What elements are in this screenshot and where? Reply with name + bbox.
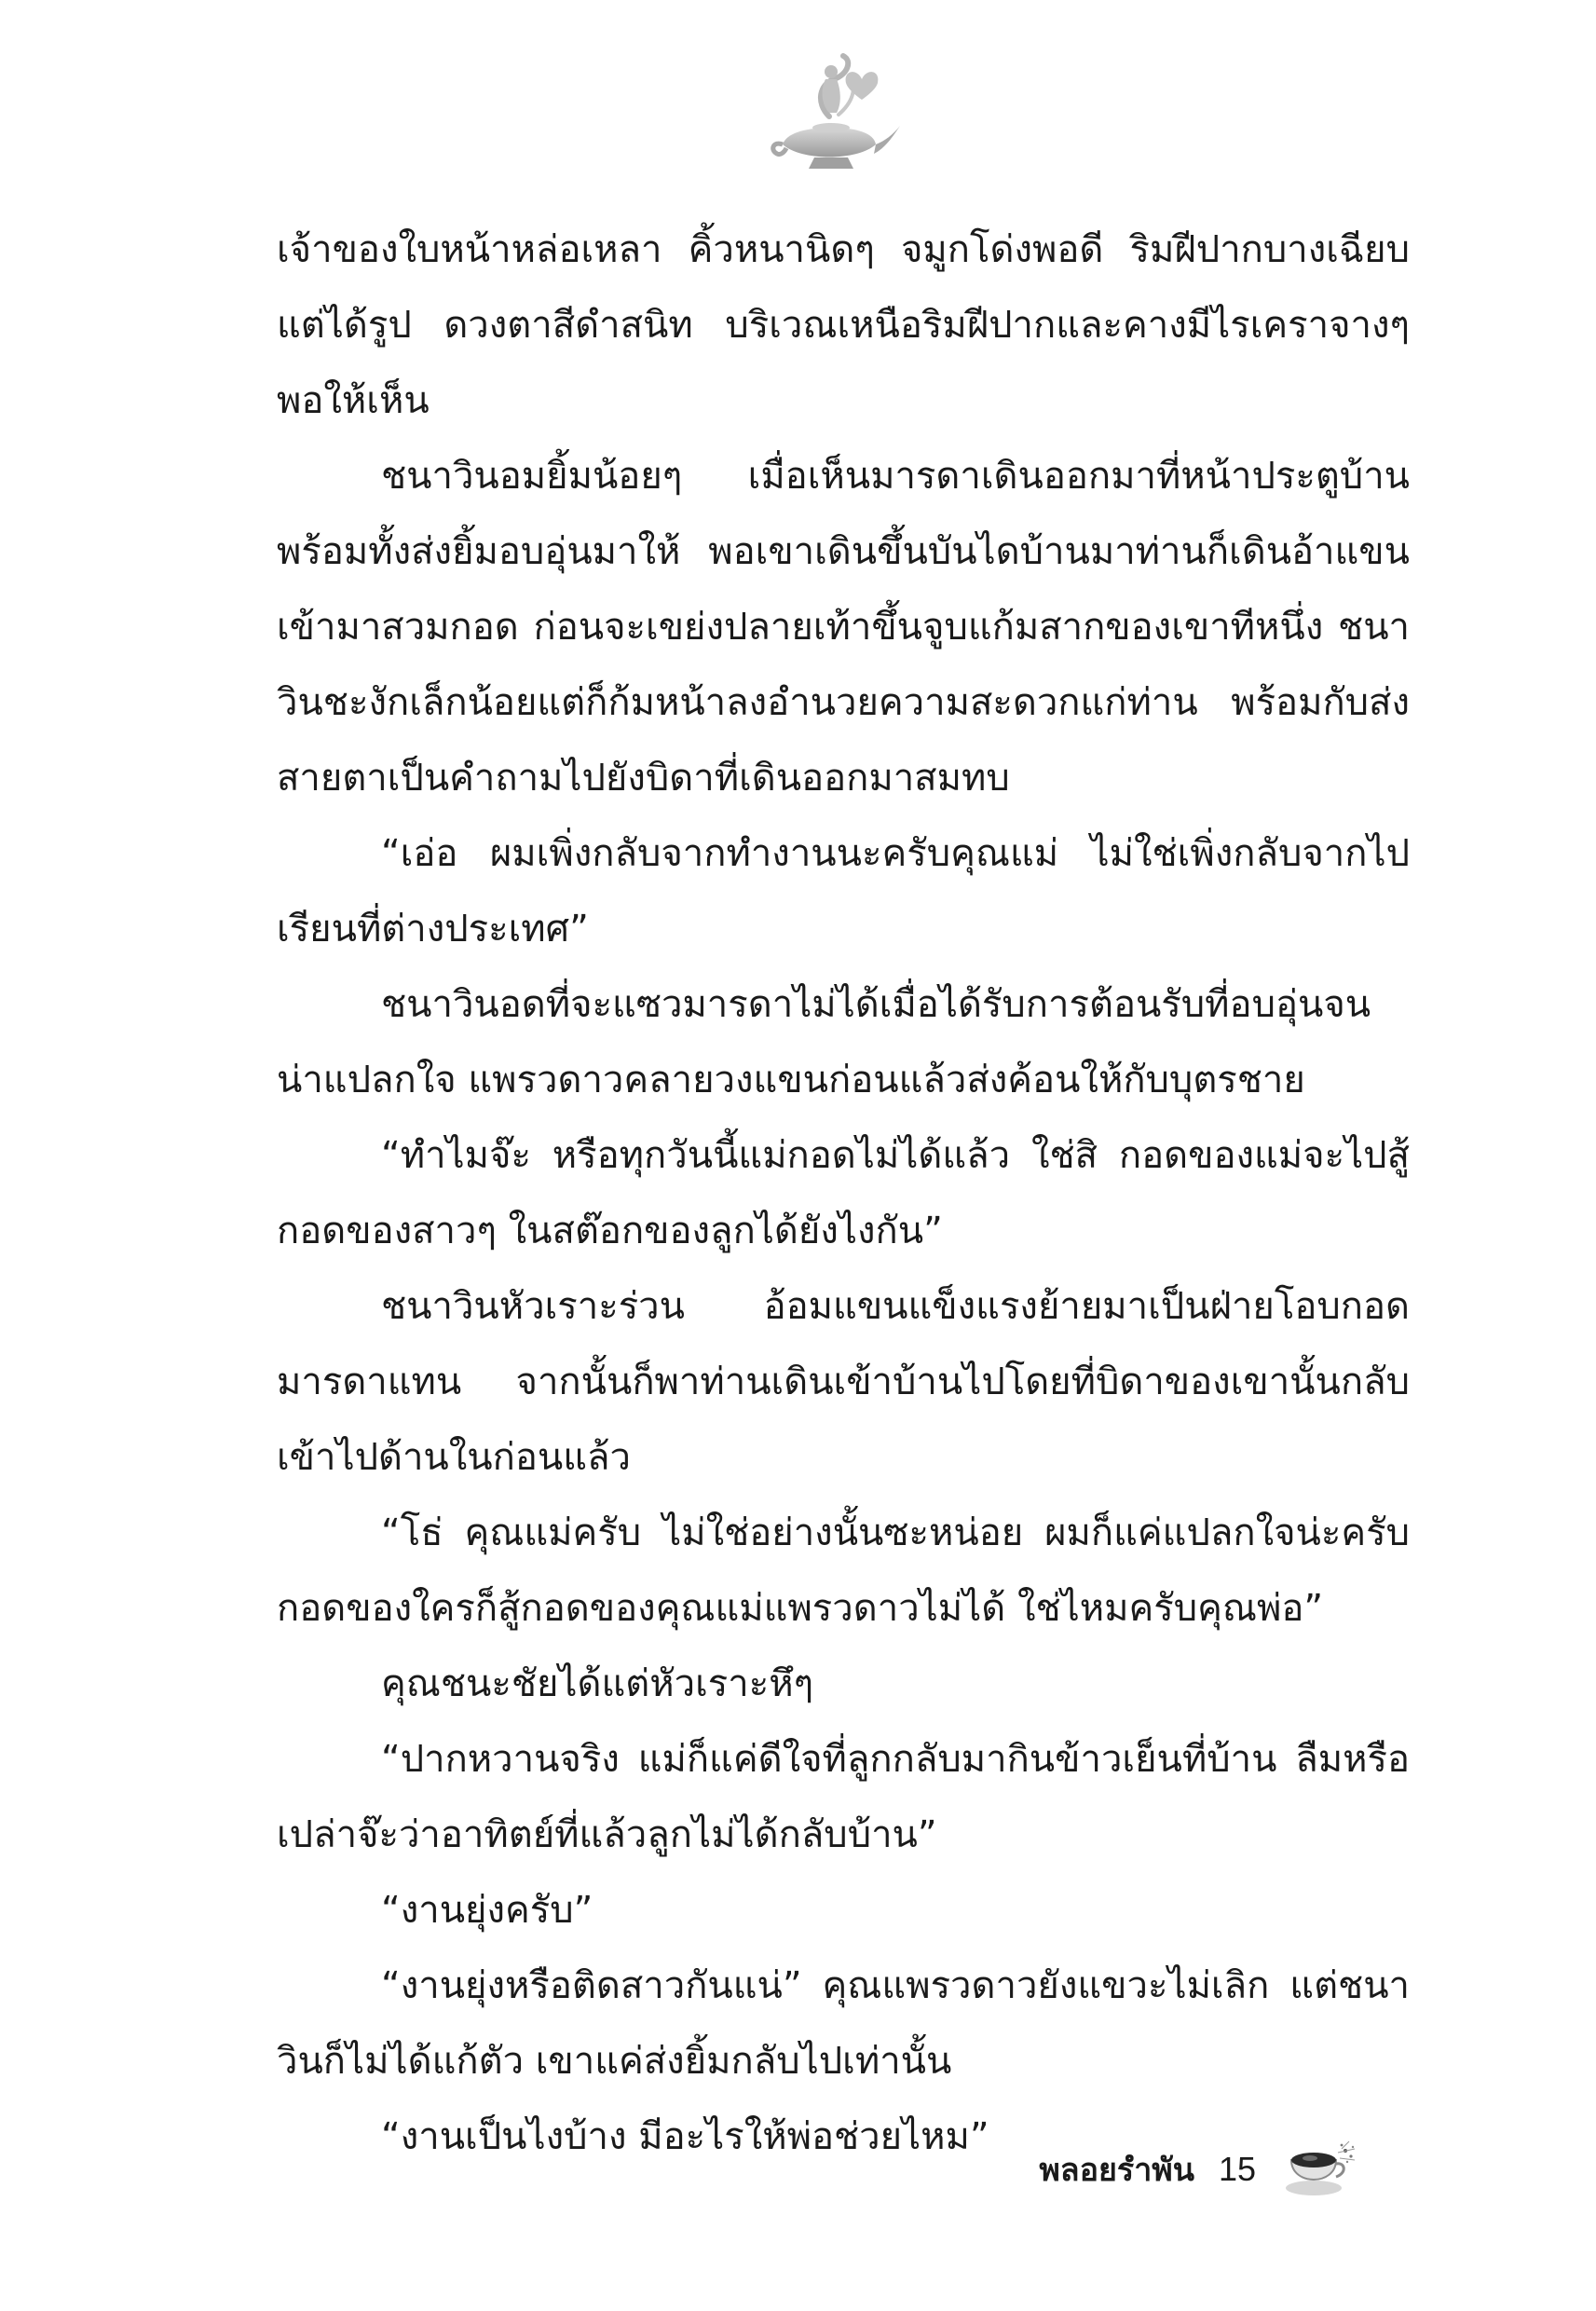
genie-lamp-icon — [764, 51, 904, 182]
story-text — [277, 212, 1410, 2175]
paragraph: “เอ่อ ผมเพิ่งกลับจากทำงานนะครับคุณแม่ ไม่ใช่เพิ่งกลับจากไปเรียนที่ต่างประเทศ” — [277, 832, 1410, 950]
paragraph: คุณชนะชัยได้แต่หัวเราะหึๆ — [381, 1662, 814, 1705]
paragraph: ชนาวินหัวเราะร่วน อ้อมแขนแข็งแรงย้ายมาเป็นฝ่ายโอบกอดมารดาแทน จากนั้นก็พาท่านเดินเข้าบ้านไปโดยที่บิดาของเขานั้นกลับเข้าไปด้านในก่อนแล้ว — [277, 1285, 1410, 1479]
paragraph: “โธ่ คุณแม่ครับ ไม่ใช่อย่างนั้นซะหน่อย ผมก็แค่แปลกใจน่ะครับ กอดของใครก็สู้กอดของคุณแม่แพรวดาวไม่ได้ ใช่ไหมครับคุณพ่อ” — [277, 1511, 1410, 1630]
page-number: 15 — [1218, 2150, 1256, 2188]
paragraph: เจ้าของใบหน้าหล่อเหลา คิ้วหนานิดๆ จมูกโด่งพอดี ริมฝีปากบางเฉียบแต่ได้รูป ดวงตาสีดำสนิท บริเวณเหนือริมฝีปากและคางมีไรเคราจางๆ พอให้เห็น — [277, 228, 1410, 422]
coffee-cup-icon — [1280, 2140, 1358, 2199]
paragraph: ชนาวินอมยิ้มน้อยๆ เมื่อเห็นมารดาเดินออกมาที่หน้าประตูบ้าน พร้อมทั้งส่งยิ้มอบอุ่นมาให้ พอเขาเดินขึ้นบันไดบ้านมาท่านก็เดินอ้าแขนเข้ามาสวมกอด ก่อนจะเขย่งปลายเท้าขึ้นจูบแก้มสากของเขาทีหนึ่ง ชนาวินชะงักเล็กน้อยแต่ก็ก้มหน้าลงอำนวยความสะดวกแก่ท่าน พร้อมกับส่งสายตาเป็นคำถามไปยังบิดาที่เดินออกมาสมทบ — [277, 455, 1410, 800]
paragraph: “ปากหวานจริง แม่ก็แค่ดีใจที่ลูกกลับมากินข้าวเย็นที่บ้าน ลืมหรือเปล่าจ๊ะว่าอาทิตย์ที่แล้วลูกไม่ได้กลับบ้าน” — [277, 1738, 1410, 1856]
paragraph: “งานยุ่งหรือติดสาวกันแน่” คุณแพรวดาวยังแขวะไม่เลิก แต่ชนาวินก็ไม่ได้แก้ตัว เขาแค่ส่งยิ้มกลับไปเท่านั้น — [277, 1964, 1410, 2083]
paragraph: ชนาวินอดที่จะแซวมารดาไม่ได้เมื่อได้รับการต้อนรับที่อบอุ่นจนน่าแปลกใจ แพรวดาวคลายวงแขนก่อนแล้วส่งค้อนให้กับบุตรชาย — [277, 983, 1371, 1101]
paragraph: “งานเป็นไงบ้าง มีอะไรให้พ่อช่วยไหม” — [381, 2115, 989, 2158]
paragraph: “ทำไมจ๊ะ หรือทุกวันนี้แม่กอดไม่ได้แล้ว ใช่สิ กอดของแม่จะไปสู้กอดของสาวๆ ในสต๊อกของลูกได้ยังไงกัน” — [277, 1134, 1410, 1252]
paragraph: “งานยุ่งครับ” — [381, 1889, 593, 1932]
book-title: พลอยรำพัน — [1039, 2152, 1194, 2189]
page-footer — [1039, 2140, 1358, 2199]
